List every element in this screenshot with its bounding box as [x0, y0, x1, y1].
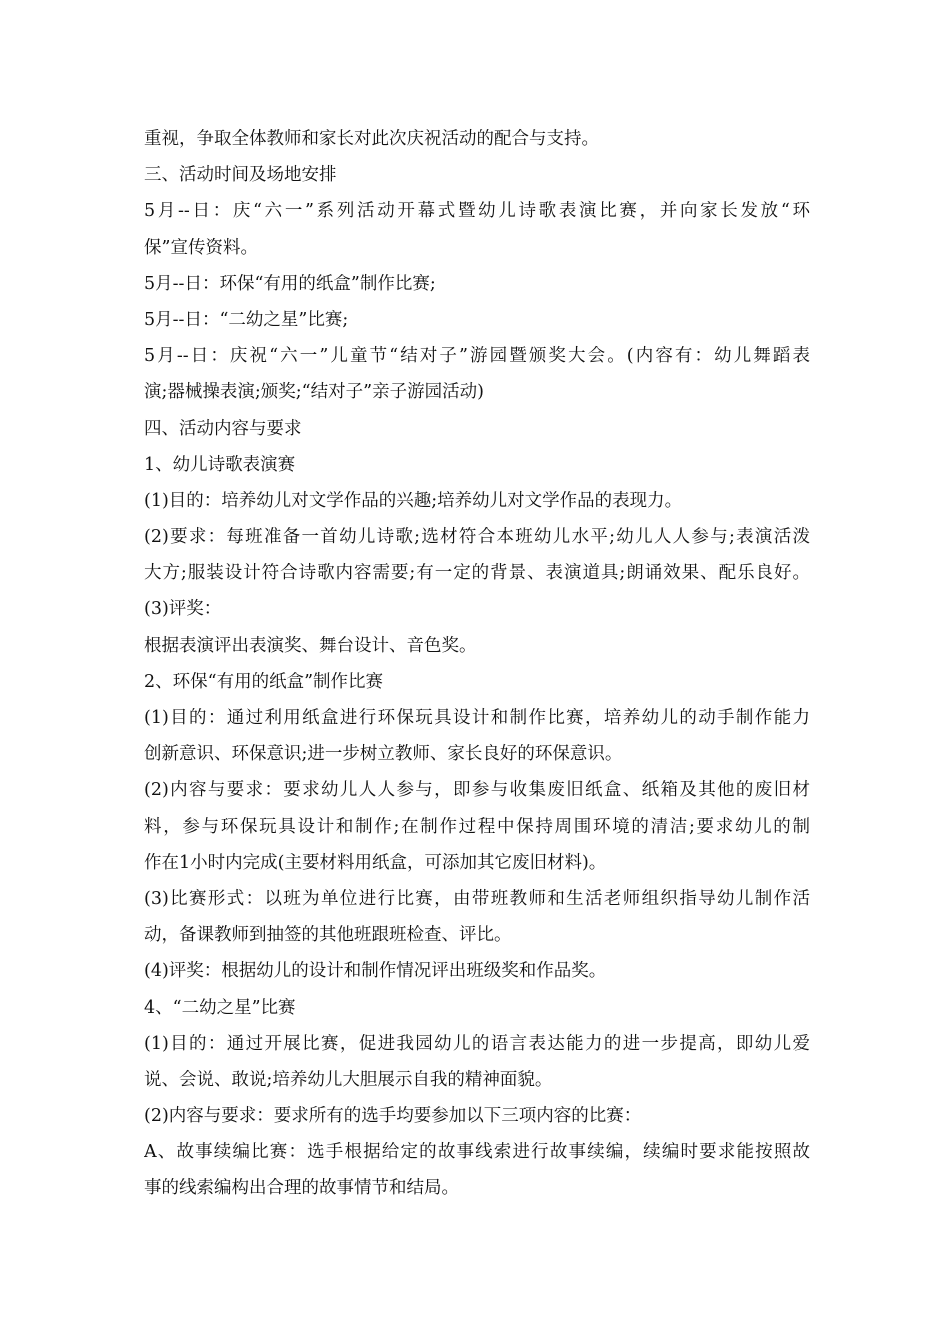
text-line: 大方;服装设计符合诗歌内容需要;有一定的背景、表演道具;朗诵效果、配乐良好。	[144, 563, 810, 584]
text-line: 作在1小时内完成(主要材料用纸盒，可添加其它废旧材料)。	[144, 852, 607, 873]
text-line: 保”宣传资料。	[144, 237, 258, 258]
text-line: 5月--日：庆“六一”系列活动开幕式暨幼儿诗歌表演比赛，并向家长发放“环	[144, 201, 810, 222]
text-line: 根据表演评出表演奖、舞台设计、音色奖。	[144, 635, 477, 656]
document-page	[144, 121, 810, 1207]
text-line: 创新意识、环保意识;进一步树立教师、家长良好的环保意识。	[144, 744, 623, 765]
subsection-heading: 1、幼儿诗歌表演赛	[144, 454, 296, 475]
text-line: 说、会说、敢说;培养幼儿大胆展示自我的精神面貌。	[144, 1069, 553, 1090]
text-line: (2)内容与要求：要求所有的选手均要参加以下三项内容的比赛：	[144, 1106, 642, 1127]
text-line: 5月--日：“二幼之星”比赛;	[144, 309, 349, 330]
text-line: (2)要求：每班准备一首幼儿诗歌;选材符合本班幼儿水平;幼儿人人参与;表演活泼	[144, 527, 810, 548]
text-line: 5月--日：庆祝“六一”儿童节“结对子”游园暨颁奖大会。(内容有：幼儿舞蹈表	[144, 346, 810, 367]
section-heading: 三、活动时间及场地安排	[144, 165, 337, 186]
text-line: (3)评奖：	[144, 599, 222, 620]
text-line: (3)比赛形式：以班为单位进行比赛，由带班教师和生活老师组织指导幼儿制作活	[144, 888, 810, 909]
subsection-heading: 4、“二幼之星”比赛	[144, 997, 296, 1018]
text-line: (4)评奖：根据幼儿的设计和制作情况评出班级奖和作品奖。	[144, 961, 607, 982]
section-heading: 四、活动内容与要求	[144, 418, 302, 439]
text-line: 5月--日：环保“有用的纸盒”制作比赛;	[144, 273, 436, 294]
text-line: 料，参与环保玩具设计和制作;在制作过程中保持周围环境的清洁;要求幼儿的制	[144, 816, 810, 837]
text-line: (1)目的：通过利用纸盒进行环保玩具设计和制作比赛，培养幼儿的动手制作能力	[144, 708, 810, 728]
text-line: 重视，争取全体教师和家长对此次庆祝活动的配合与支持。	[144, 129, 599, 149]
text-line: (2)内容与要求：要求幼儿人人参与，即参与收集废旧纸盒、纸箱及其他的废旧材	[144, 780, 810, 801]
text-line: (1)目的：培养幼儿对文学作品的兴趣;培养幼儿对文学作品的表现力。	[144, 490, 683, 511]
subsection-heading: 2、环保“有用的纸盒”制作比赛	[144, 671, 384, 692]
text-line: (1)目的：通过开展比赛，促进我园幼儿的语言表达能力的进一步提高，即幼儿爱	[144, 1033, 810, 1054]
text-line: 事的线索编构出合理的故事情节和结局。	[144, 1178, 459, 1199]
text-line: 动，备课教师到抽签的其他班跟班检查、评比。	[144, 925, 512, 946]
text-line: 演;器械操表演;颁奖;“结对子”亲子游园活动)	[144, 382, 484, 403]
text-line: A、故事续编比赛：选手根据给定的故事线索进行故事续编，续编时要求能按照故	[144, 1142, 810, 1163]
